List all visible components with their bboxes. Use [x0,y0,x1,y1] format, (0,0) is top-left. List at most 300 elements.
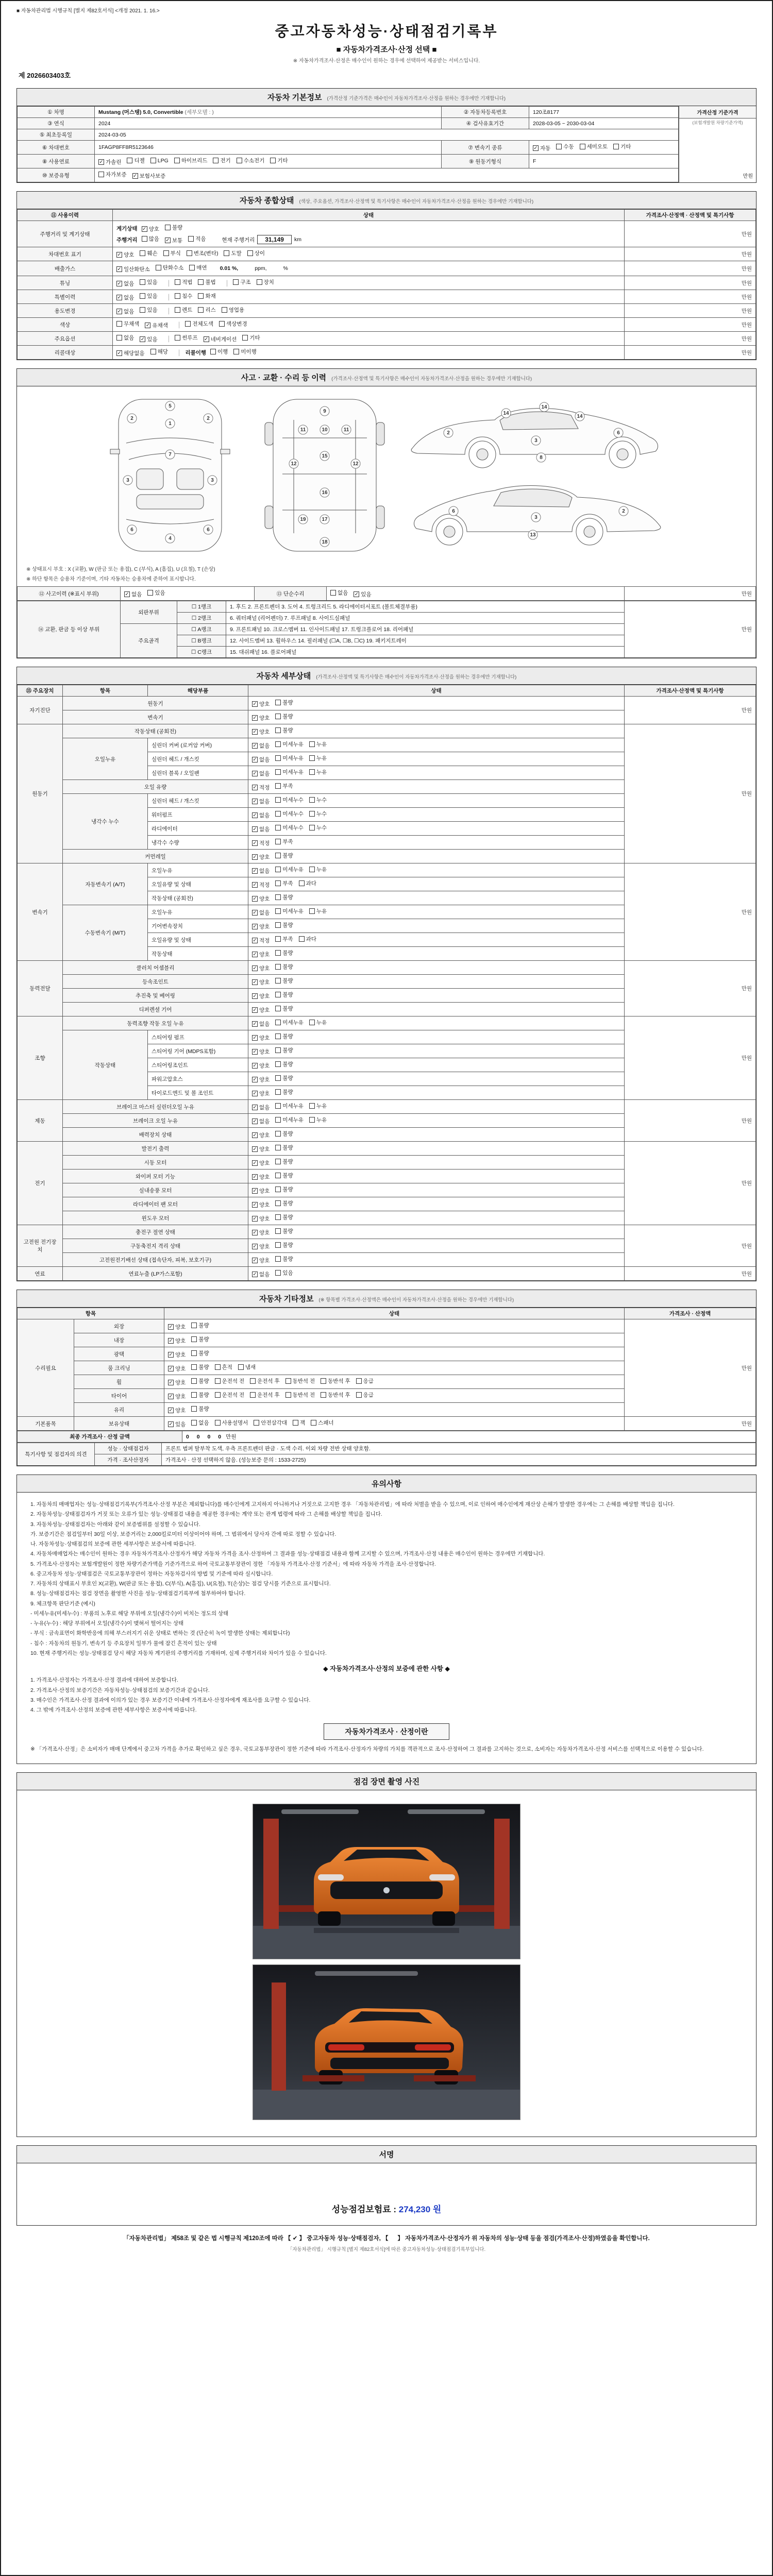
checkbox-불량[interactable]: 불량 [191,1349,209,1357]
special-history-options[interactable] [116,294,163,300]
checkbox-없음[interactable]: ✓ 없음 [117,281,135,287]
checkbox-없음[interactable]: ✓ 없음 [253,1272,270,1278]
checkbox-일산화탄소[interactable]: ✓ 일산화탄소 [117,266,150,273]
checkbox-누수[interactable]: 누수 [309,810,327,818]
checkbox-미세누유[interactable]: 미세누유 [275,907,304,915]
checkbox-불량[interactable]: 불량 [275,699,293,706]
checkbox-양호[interactable]: ✓ 양호 [253,1063,270,1069]
checkbox-양호[interactable]: ✓ 양호 [253,729,270,735]
etc-condition-options[interactable] [164,1361,625,1375]
checkbox-양호[interactable]: ✓ 양호 [169,1338,186,1344]
checkbox-이행[interactable]: 이행 [210,348,228,355]
condition-options[interactable] [248,780,625,794]
condition-options[interactable] [248,1183,625,1197]
checkbox-응급[interactable]: 응급 [356,1377,374,1385]
checkbox-기타[interactable]: 기타 [613,143,631,150]
condition-options[interactable] [248,1253,625,1267]
checkbox-불량[interactable]: 불량 [275,1130,293,1138]
checkbox-적음[interactable]: 적음 [188,235,206,243]
etc-condition-options[interactable] [164,1347,625,1361]
checkbox-양호[interactable]: ✓ 양호 [253,979,270,986]
reg-no-value: 120조8177 [529,107,679,118]
transmission-label: ⑦ 변속기 종류 [442,141,529,155]
checkbox-사용설명서[interactable]: 사용설명서 [215,1419,248,1427]
checkbox-상이[interactable]: 상이 [247,249,265,257]
checkbox-양호[interactable]: ✓ 양호 [253,1091,270,1097]
tuning-legal-options[interactable] [175,280,222,286]
overall-condition-title: 자동차 종합상태 (색상, 주요옵션, 가격조사·산정액 및 특기사항은 매수인이 자동차가격조사·산정을 원하는 경우에만 기재합니다) [17,192,756,209]
checkbox-양호[interactable]: ✓ 양호 [253,993,270,999]
checkbox-양호[interactable]: ✓ 양호 [253,1077,270,1083]
checkbox-없음[interactable]: ✓ 없음 [253,1105,270,1111]
device-part-label: 라디에이터 [148,822,248,836]
checkbox-누수[interactable]: 누수 [309,796,327,804]
etc-condition-options[interactable] [164,1417,625,1431]
checkbox-불량[interactable]: 불량 [191,1363,209,1371]
checkbox-부식[interactable]: 부식 [163,249,181,257]
checkbox-적정[interactable]: ✓ 적정 [253,938,270,944]
final-price-table [17,1431,756,1443]
checkbox-리스[interactable]: 리스 [198,306,215,314]
notice-item: 4. 그 밖에 가격조사·산정의 보증에 관한 세부사항은 보증서에 따릅니다. [30,1707,197,1714]
checkbox-없음[interactable]: ✓ 없음 [253,812,270,819]
checkbox-부족[interactable]: 부족 [275,838,293,845]
checkbox-양호[interactable]: ✓ 양호 [253,952,270,958]
checkbox-부족[interactable]: 부족 [275,879,293,887]
checkbox-양호[interactable]: ✓ 양호 [253,1258,270,1264]
checkbox-보통[interactable]: ✓ 보통 [165,238,183,244]
checkbox-양호[interactable]: ✓ 양호 [253,854,270,860]
condition-options[interactable] [248,1086,625,1100]
condition-options[interactable] [248,1267,625,1281]
color-label: 색상 [18,318,113,332]
checkbox-미세누수[interactable]: 미세누수 [275,796,304,804]
checkbox-응급[interactable]: 응급 [356,1391,374,1399]
checkbox-없음[interactable]: ✓ 없음 [253,868,270,874]
checkbox-가솔린[interactable]: ✓ 가솔린 [99,159,122,165]
distance-options[interactable] [142,234,212,245]
checkbox-누유[interactable]: 누유 [309,754,327,762]
device-item-label: 구동축전지 격리 상태 [63,1239,248,1253]
device-item-label: 냉각수 누수 [63,794,148,850]
transmission-options[interactable] [529,141,679,155]
checkbox-동반석 후[interactable]: 동반석 후 [321,1377,350,1385]
checkbox-없음[interactable]: ✓ 없음 [117,309,135,315]
condition-options[interactable] [248,766,625,780]
checkbox-불량[interactable]: 불량 [275,1005,293,1012]
checkbox-불량[interactable]: 불량 [275,977,293,985]
checkbox-있음[interactable]: 있음 [140,292,157,300]
car-diagram [17,386,756,564]
rank2-label[interactable]: ☐ 2랭크 [177,613,226,624]
checkbox-렌트[interactable]: 렌트 [175,306,192,314]
checkbox-침수[interactable]: 침수 [175,292,192,300]
checkbox-없음[interactable]: ✓ 없음 [253,1021,270,1027]
checkbox-기타[interactable]: 기타 [242,334,260,342]
condition-options[interactable] [248,1142,625,1156]
checkbox-양호[interactable]: ✓ 양호 [142,226,159,232]
condition-options[interactable] [248,808,625,822]
condition-options[interactable] [248,738,625,752]
checkbox-양호[interactable]: ✓ 양호 [253,1188,270,1194]
checkbox-불법[interactable]: 불법 [198,278,215,286]
svg-text:2: 2 [207,416,210,421]
condition-options[interactable] [248,836,625,850]
insurance-fee-value: 274,230 원 [398,2205,442,2215]
condition-options[interactable] [248,710,625,724]
tuning-options[interactable] [116,280,163,286]
condition-options[interactable] [248,1003,625,1016]
main-options-options[interactable] [116,336,163,342]
checkbox-불량[interactable]: 불량 [275,1074,293,1082]
checkbox-누유[interactable]: 누유 [309,768,327,776]
checkbox-동반석 전[interactable]: 동반석 전 [285,1377,315,1385]
checkbox-불량[interactable]: 불량 [191,1391,209,1399]
checkbox-불량[interactable]: 불량 [275,1185,293,1193]
checkbox-화재[interactable]: 화재 [198,292,215,300]
notice-item: 6. 중고자동차 성능·상태점검은 국토교통부장관이 정하는 자동차검사의 방법 및 기준에 따라 실시합니다. [30,1570,273,1577]
checkbox-양호[interactable]: ✓ 양호 [253,965,270,972]
checkbox-불량[interactable]: 불량 [275,1144,293,1151]
checkbox-전체도색[interactable]: 전체도색 [185,320,213,328]
etc-condition-options[interactable] [164,1403,625,1417]
checkbox-흔적[interactable]: 흔적 [215,1363,232,1371]
checkbox-양호[interactable]: ✓ 양호 [169,1352,186,1358]
svg-text:5: 5 [169,403,172,409]
color-options[interactable] [116,322,174,328]
checkbox-양호[interactable]: ✓ 양호 [169,1408,186,1414]
checkbox-동반석 전[interactable]: 동반석 전 [285,1391,315,1399]
checkbox-수소전기[interactable]: 수소전기 [237,157,265,164]
condition-options[interactable] [248,1239,625,1253]
checkbox-구조[interactable]: 구조 [233,278,250,286]
notice-item: 4. 자동차매매업자는 매수인이 원하는 경우 자동차가격조사·산정자가 해당 자동차 가격을 조사·산정하여 그 결과를 성능·상태점검 내용과 함께 고지할 수 있으며, 가격조사·산정 내용은 매수인이 원하는 경우에만 기재합니다. [30,1551,545,1557]
checkbox-많음[interactable]: 많음 [142,235,159,243]
condition-options[interactable] [248,905,625,919]
checkbox-누유[interactable]: 누유 [309,740,327,748]
checkbox-불량[interactable]: 불량 [275,726,293,734]
etc-condition-options[interactable] [164,1333,625,1347]
checkbox-양호[interactable]: ✓ 양호 [253,1160,270,1166]
checkbox-없음[interactable]: ✓ 없음 [253,799,270,805]
checkbox-없음[interactable]: ✓ 없음 [253,743,270,749]
checkbox-누유[interactable]: 누유 [309,1019,327,1026]
checkbox-매연[interactable]: 매연 [189,264,207,272]
checkbox-있음[interactable]: 있음 [140,278,157,286]
emission-options[interactable] [116,263,213,274]
checkbox-안전삼각대[interactable]: 안전삼각대 [254,1419,287,1427]
checkbox-양호[interactable]: ✓ 양호 [169,1394,186,1400]
checkbox-디젤[interactable]: 디젤 [127,157,144,164]
condition-options[interactable] [248,1044,625,1058]
condition-options[interactable] [248,1016,625,1030]
tuning-price-cell: 만원 [625,276,756,290]
vin-value: 1FAGP8FF8R5123646 [95,141,442,155]
checkbox-없음[interactable]: 없음 [330,589,348,597]
checkbox-운전석 후[interactable]: 운전석 후 [250,1391,280,1399]
checkbox-없음[interactable]: ✓ 없음 [125,591,142,598]
checkbox-운전석 후[interactable]: 운전석 후 [250,1377,280,1385]
checkbox-적법[interactable]: 적법 [175,278,192,286]
condition-options[interactable] [248,1058,625,1072]
checkbox-양호[interactable]: ✓ 양호 [253,1049,270,1055]
rankC-label[interactable]: ☐ C랭크 [177,647,226,658]
signature-area[interactable] [17,2163,756,2225]
checkbox-있음[interactable]: 있음 [140,306,157,314]
checkbox-영업용[interactable]: 영업용 [222,306,244,314]
checkbox-없음[interactable]: 없음 [116,334,134,342]
device-item-label: 브레이크 마스터 실린더오일 누유 [63,1100,248,1114]
vin-mark-options[interactable] [113,247,625,261]
checkbox-누수[interactable]: 누수 [309,824,327,832]
special-history-type-options[interactable] [175,294,222,300]
checkbox-불량[interactable]: 불량 [275,949,293,957]
checkbox-무채색[interactable]: 무채색 [116,320,139,328]
checkbox-미세누유[interactable]: 미세누유 [275,740,304,748]
usage-change-type-options[interactable] [175,308,250,314]
checkbox-색상변경[interactable]: 색상변경 [219,320,247,328]
detail-price-cell: 만원 [625,697,756,724]
condition-options[interactable] [248,877,625,891]
checkbox-보험사보증[interactable]: ✓ 보험사보증 [133,173,166,179]
condition-options[interactable] [248,1225,625,1239]
checkbox-변조(변타)[interactable]: 변조(변타) [187,249,219,257]
checkbox-불량[interactable]: 불량 [275,991,293,998]
checkbox-양호[interactable]: ✓ 양호 [253,1202,270,1208]
condition-options[interactable] [248,947,625,961]
condition-options[interactable] [248,697,625,710]
condition-options[interactable] [248,1156,625,1170]
notice-item: 5. 가격조사·산정자는 보험개발원이 정한 차량기준가액을 기준가격으로 하여 국토교통부장관이 정한 「자동차 가격조사·산정 기준서」에 따라 자동차 가격을 조사·산정합니다. [30,1561,436,1567]
simple-repair-options[interactable] [327,587,625,601]
condition-options[interactable] [248,794,625,808]
etc-item-label: 외장 [74,1319,164,1333]
checkbox-양호[interactable]: ✓ 양호 [117,252,135,258]
meter-options[interactable] [142,223,189,233]
notice-item: 10. 현재 주행거리는 성능·상태점검 당시 해당 자동차 계기판의 주행거리를 기재하며, 실제 주행거리와 차이가 있을 수 있습니다. [30,1650,327,1656]
color-change-options[interactable] [185,322,253,328]
checkbox-양호[interactable]: ✓ 양호 [253,1230,270,1236]
checkbox-냄새[interactable]: 냄새 [238,1363,256,1371]
accident-history-options[interactable] [121,587,255,601]
checkbox-불량[interactable]: 불량 [275,963,293,971]
checkbox-과다[interactable]: 과다 [299,879,316,887]
checkbox-없음[interactable]: ✓ 없음 [253,757,270,763]
tuning-kind-options[interactable] [233,280,280,286]
condition-options[interactable] [248,752,625,766]
checkbox-적정[interactable]: ✓ 적정 [253,785,270,791]
condition-options[interactable] [248,863,625,877]
checkbox-미세누유[interactable]: 미세누유 [275,866,304,873]
main-options-type-options[interactable] [175,336,265,342]
warranty-options[interactable] [95,168,679,182]
checkbox-없음[interactable]: ✓ 없음 [253,1118,270,1125]
checkbox-탄화수소[interactable]: 탄화수소 [156,264,184,272]
checkbox-적정[interactable]: ✓ 적정 [253,882,270,888]
checkbox-전기[interactable]: 전기 [213,157,230,164]
etc-condition-options[interactable] [164,1375,625,1389]
checkbox-자가보증[interactable]: 자가보증 [98,171,127,178]
overall-condition-section [16,191,757,360]
checkbox-양호[interactable]: ✓ 양호 [253,1146,270,1153]
checkbox-불량[interactable]: 불량 [191,1405,209,1413]
condition-options[interactable] [248,1100,625,1114]
condition-options[interactable] [248,724,625,738]
exchange-panel-table [17,601,756,658]
checkbox-없음[interactable]: ✓ 없음 [253,826,270,833]
checkbox-불량[interactable]: 불량 [275,1213,293,1221]
condition-options[interactable] [248,822,625,836]
condition-options[interactable] [248,1211,625,1225]
checkbox-미세누유[interactable]: 미세누유 [275,1116,304,1124]
checkbox-스패너[interactable]: 스패너 [311,1419,333,1427]
checkbox-있음[interactable]: ✓ 있음 [140,336,158,343]
checkbox-장치[interactable]: 장치 [257,278,274,286]
etc-condition-options[interactable] [164,1389,625,1403]
condition-options[interactable] [248,1170,625,1183]
checkbox-과다[interactable]: 과다 [299,935,316,943]
checkbox-없음[interactable]: ✓ 없음 [253,771,270,777]
insurance-fee-label: 성능점검보험료 : [331,2205,396,2215]
checkbox-네비게이션[interactable]: ✓ 네비게이션 [204,336,237,343]
condition-options[interactable] [248,1114,625,1128]
checkbox-하이브리드[interactable]: 하이브리드 [174,157,208,164]
checkbox-훼손[interactable]: 훼손 [140,249,157,257]
accident-price-cell: 만원 [625,587,756,601]
checkbox-부족[interactable]: 부족 [275,782,293,790]
checkbox-적정[interactable]: ✓ 적정 [253,840,270,846]
checkbox-있음[interactable]: ✓ 있음 [354,591,372,598]
checkbox-미이행[interactable]: 미이행 [233,348,256,355]
checkbox-불량[interactable]: 불량 [275,1172,293,1179]
checkbox-부족[interactable]: 부족 [275,935,293,943]
checkbox-양호[interactable]: ✓ 양호 [253,1035,270,1041]
checkbox-누유[interactable]: 누유 [309,907,327,915]
checkbox-운전석 전[interactable]: 운전석 전 [215,1377,245,1385]
detail-price-cell: 만원 [625,1225,756,1267]
checkbox-양호[interactable]: ✓ 양호 [253,715,270,721]
checkbox-불량[interactable]: 불량 [275,1158,293,1165]
checkbox-불량[interactable]: 불량 [165,224,182,231]
checkbox-미세누유[interactable]: 미세누유 [275,768,304,776]
checkbox-있음[interactable]: 있음 [147,589,165,597]
checkbox-미세누유[interactable]: 미세누유 [275,754,304,762]
checkbox-불량[interactable]: 불량 [275,893,293,901]
condition-options[interactable] [248,961,625,975]
checkbox-누유[interactable]: 누유 [309,1116,327,1124]
checkbox-자동[interactable]: ✓ 자동 [533,145,551,151]
checkbox-잭[interactable]: 잭 [293,1419,305,1427]
condition-options[interactable] [248,891,625,905]
condition-options[interactable] [248,1030,625,1044]
checkbox-양호[interactable]: ✓ 양호 [253,701,270,707]
checkbox-불량[interactable]: 불량 [191,1377,209,1385]
checkbox-양호[interactable]: ✓ 양호 [169,1366,186,1372]
checkbox-해당[interactable]: 해당 [150,348,168,355]
checkbox-미세누수[interactable]: 미세누수 [275,810,304,818]
checkbox-불량[interactable]: 불량 [191,1335,209,1343]
checkbox-양호[interactable]: ✓ 양호 [253,896,270,902]
checkbox-누유[interactable]: 누유 [309,866,327,873]
final-price-value: 0 0 0 0 만원 [182,1431,756,1443]
basic-info-section [16,88,757,183]
checkbox-양호[interactable]: ✓ 양호 [253,1174,270,1180]
checkbox-양호[interactable]: ✓ 양호 [253,1007,270,1013]
checkbox-해당없음[interactable]: ✓ 해당없음 [117,350,145,357]
checkbox-도말[interactable]: 도말 [224,249,241,257]
recall-done-options[interactable] [210,350,262,356]
checkbox-없음[interactable]: 없음 [191,1419,209,1427]
checkbox-불량[interactable]: 불량 [275,1088,293,1096]
checkbox-운전석 전[interactable]: 운전석 전 [215,1391,245,1399]
etc-condition-options[interactable] [164,1319,625,1333]
rankA-label[interactable]: ☐ A랭크 [177,624,226,635]
condition-options[interactable] [248,975,625,989]
checkbox-양호[interactable]: ✓ 양호 [169,1380,186,1386]
checkbox-유채색[interactable]: ✓ 유채색 [145,323,168,329]
checkbox-불량[interactable]: 불량 [275,1046,293,1054]
checkbox-불량[interactable]: 불량 [275,852,293,859]
checkbox-없음[interactable]: ✓ 없음 [117,295,135,301]
checkbox-수동[interactable]: 수동 [556,143,574,150]
usage-change-options[interactable] [116,308,163,314]
checkbox-세미오토[interactable]: 세미오토 [580,143,608,150]
rankB-label[interactable]: ☐ B랭크 [177,635,226,647]
base-price-unit: 만원 [743,174,753,179]
checkbox-누유[interactable]: 누유 [309,1102,327,1110]
checkbox-썬루프[interactable]: 썬루프 [175,334,197,342]
condition-options[interactable] [248,1197,625,1211]
checkbox-있음[interactable]: ✓ 있음 [169,1421,186,1428]
checkbox-미세누유[interactable]: 미세누유 [275,1019,304,1026]
checkbox-LPG[interactable]: LPG [150,158,169,164]
checkbox-미세누유[interactable]: 미세누유 [275,1102,304,1110]
checkbox-불량[interactable]: 불량 [275,713,293,720]
checkbox-불량[interactable]: 불량 [275,1241,293,1249]
checkbox-양호[interactable]: ✓ 양호 [253,1244,270,1250]
checkbox-양호[interactable]: ✓ 양호 [253,1132,270,1139]
checkbox-불량[interactable]: 불량 [275,921,293,929]
condition-options[interactable] [248,850,625,863]
etc-group-label: 기본품목 [18,1417,74,1431]
checkbox-없음[interactable]: ✓ 없음 [253,910,270,916]
checkbox-불량[interactable]: 불량 [275,1032,293,1040]
condition-options[interactable] [248,919,625,933]
etc-info-table [17,1308,756,1431]
device-item-label: 시동 모터 [63,1156,248,1170]
checkbox-양호[interactable]: ✓ 양호 [253,924,270,930]
checkbox-불량[interactable]: 불량 [275,1227,293,1235]
checkbox-양호[interactable]: ✓ 양호 [253,1216,270,1222]
checkbox-양호[interactable]: ✓ 양호 [169,1324,186,1330]
checkbox-있음[interactable]: 있음 [275,1269,293,1277]
rank1-label[interactable]: ☐ 1랭크 [177,601,226,613]
checkbox-기타[interactable]: 기타 [270,157,288,164]
checkbox-미세누수[interactable]: 미세누수 [275,824,304,832]
recall-options[interactable] [116,350,174,356]
checkbox-불량[interactable]: 불량 [275,1255,293,1263]
checkbox-동반석 후[interactable]: 동반석 후 [321,1391,350,1399]
condition-options[interactable] [248,1072,625,1086]
condition-options[interactable] [248,989,625,1003]
svg-text:18: 18 [322,539,328,545]
checkbox-불량[interactable]: 불량 [275,1060,293,1068]
checkbox-불량[interactable]: 불량 [275,1199,293,1207]
condition-options[interactable] [248,1128,625,1142]
fuel-options[interactable] [95,155,442,168]
checkbox-불량[interactable]: 불량 [191,1321,209,1329]
condition-options[interactable] [248,933,625,947]
